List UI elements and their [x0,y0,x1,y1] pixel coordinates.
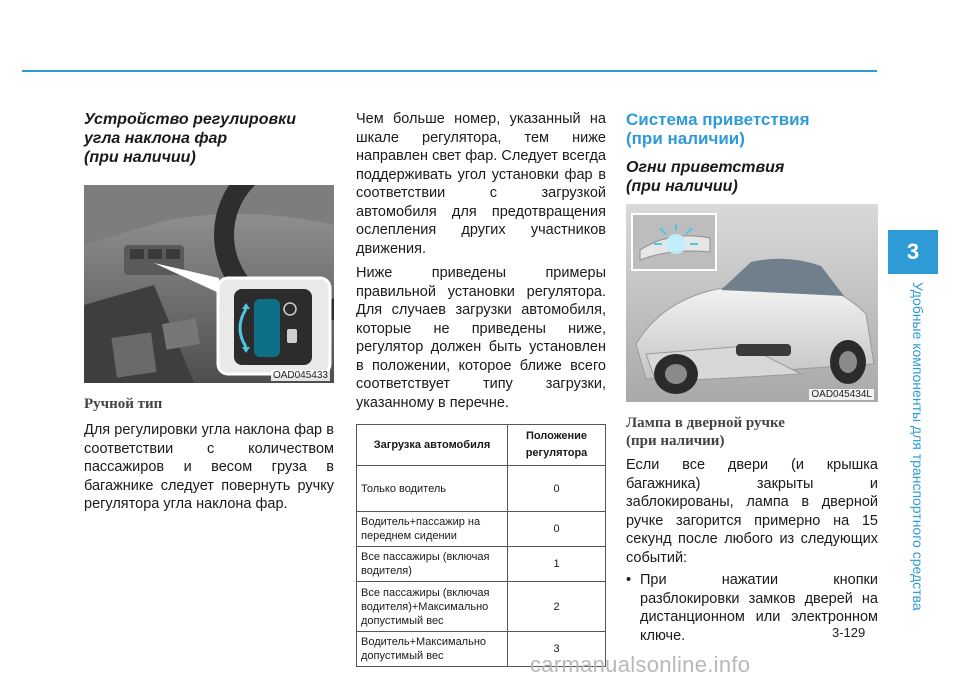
heading-line-1: Устройство регулировки [84,111,297,128]
row-load: Все пассажиры (включая водителя)+Максимально допустимый вес [357,582,508,632]
watermark[interactable]: carmanualsonline.info [530,652,751,677]
headlight-leveling-heading [84,110,334,167]
row-position: 1 [508,547,606,582]
top-rule [22,70,877,72]
table-row [357,466,606,512]
chapter-tab[interactable] [888,230,938,274]
middle-column [356,110,606,667]
row-load: Водитель+Максимально допустимый вес [357,632,508,667]
leveling-paragraph-1: Чем больше номер, указанный на шкале регулятора, тем ниже направлен свет фар. Следует всегда поддерживать угол установки фар в соответствии с загрузкой автомобиля для предотвращения ослепления других участников движения. [356,111,606,257]
heading-line-2: угла наклона фар [84,130,228,147]
left-column [84,110,334,514]
manual-type-paragraph: Для регулировки угла наклона фар в соответствии с количеством пассажиров и весом груза в багажнике следует повернуть ручку регулятора угла наклона фар. [84,422,334,512]
welcome-system-title [626,110,878,148]
right-column [626,110,878,645]
table-row [357,582,606,632]
chapter-number: 3 [906,239,920,264]
figure-code: OAD045434L [811,389,872,400]
figure-code: OAD045433 [272,370,328,381]
row-load: Только водитель [357,466,508,512]
load-position-table [356,424,606,667]
manual-type-heading: Ручной тип [84,396,163,412]
title-line-1: Система приветствия [626,110,810,129]
dashboard-illustration [84,185,334,383]
row-position: 0 [508,512,606,547]
row-load: Водитель+пассажир на переднем сидении [357,512,508,547]
lamp-heading-line-1: Лампа в дверной ручке [626,415,785,431]
table-row [357,547,606,582]
row-position: 2 [508,582,606,632]
headlight-leveling-figure [84,185,334,383]
leveling-paragraph-2: Ниже приведены примеры правильной установки регулятора. Для случаев загрузки автомобиля, которые не приведены ниже, регулятор должен быть установлен в положении, которое ближе всего соответствует типу загрузки, указанному в перечне. [356,265,606,411]
welcome-light-heading [626,158,878,196]
row-position: 3 [508,632,606,667]
table-header-row [357,425,606,466]
subhead-line-1: Огни приветствия [626,159,785,176]
bullet-symbol: • [626,572,632,588]
door-handle-lamp-heading [626,414,878,450]
row-load: Все пассажиры (включая водителя) [357,547,508,582]
title-line-2: (при наличии) [626,129,745,148]
lamp-heading-line-2: (при наличии) [626,433,725,449]
welcome-light-figure [626,204,878,402]
row-position: 0 [508,466,606,512]
car-illustration [626,204,878,402]
subhead-line-2: (при наличии) [626,178,738,195]
header-position: Положение регулятора [508,425,606,466]
header-load: Загрузка автомобиля [357,425,508,466]
heading-line-3: (при наличии) [84,149,196,166]
page-number: 3-129 [832,625,866,640]
table-row [357,512,606,547]
door-handle-lamp-paragraph: Если все двери (и крышка багажника) закрыты и заблокированы, лампа в дверной ручке загорится примерно на 15 секунд после любого из следующих событий: [626,457,878,566]
chapter-title: Удобные компоненты для транспортного средства [910,282,926,611]
bullet-text: При нажатии кнопки разблокировки замков дверей на дистанционном или электронном ключе. [640,572,878,644]
